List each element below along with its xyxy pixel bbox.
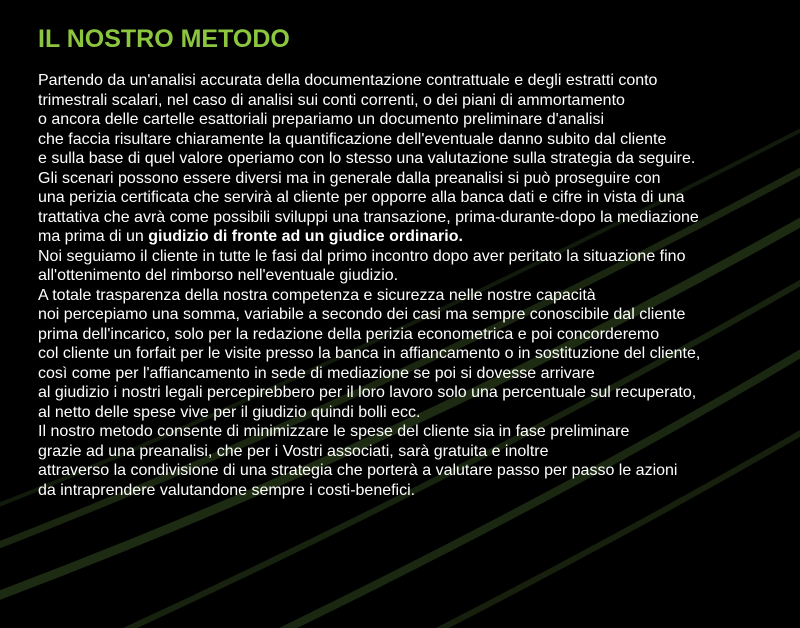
text-line [38, 227, 788, 247]
text-line: Gli scenari possono essere diversi ma in generale dalla preanalisi si può proseguire con [38, 169, 661, 187]
main-content [38, 22, 788, 500]
text-line: al netto delle spese vive per il giudizio quindi bolli ecc. [38, 403, 421, 421]
text-line: da intraprendere valutandone sempre i costi-benefici. [38, 481, 416, 499]
text-line: A totale trasparenza della nostra competenza e sicurezza nelle nostre capacità [38, 286, 596, 304]
text-line: Il nostro metodo consente di minimizzare le spese del cliente sia in fase preliminare [38, 423, 630, 440]
text-line: noi percepiamo una somma, variabile a secondo dei casi ma sempre conoscibile dal cliente [38, 306, 686, 323]
method-description [38, 71, 788, 500]
text-line: e sulla base di quel valore operiamo con lo stesso una valutazione sulla strategia da seguire. [38, 150, 696, 167]
text-line: attraverso la condivisione di una strategia che porterà a valutare passo per passo le azioni [38, 462, 678, 479]
text-line: così come per l'affiancamento in sede di mediazione se poi si dovesse arrivare [38, 364, 595, 382]
text-line-start: ma prima di un [38, 228, 149, 245]
text-line: prima dell'incarico, solo per la redazione della perizia econometrica e poi concorderemo [38, 325, 660, 343]
text-line: Noi seguiamo il cliente in tutte le fasi dal primo incontro dopo aver peritato la situazione fino [38, 247, 686, 265]
text-line: una perizia certificata che servirà al cliente per opporre alla banca dati e cifre in vista di una [38, 189, 685, 206]
text-line: Partendo da un'analisi accurata della documentazione contrattuale e degli estratti conto [38, 72, 658, 89]
text-line: col cliente un forfait per le visite presso la banca in affiancamento o in sostituzione del cliente, [38, 345, 701, 362]
text-line: che faccia risultare chiaramente la quantificazione dell'eventuale danno subito dal cliente [38, 130, 667, 148]
text-line: al giudizio i nostri legali percepirebbero per il loro lavoro solo una percentuale sul recuperato, [38, 384, 697, 401]
text-line: grazie ad una preanalisi, che per i Vostri associati, sarà gratuita e inoltre [38, 442, 549, 460]
bold-emphasis: giudizio di fronte ad un giudice ordinario. [148, 228, 463, 245]
text-line: all'ottenimento del rimborso nell'eventuale giudizio. [38, 267, 399, 284]
page-title: IL NOSTRO METODO [38, 25, 290, 53]
text-line: trimestrali scalari, nel caso di analisi sui conti correnti, o dei piani di ammortamento [38, 91, 625, 109]
text-line: trattativa che avrà come possibili sviluppi una transazione, prima-durante-dopo la mediazione [38, 208, 699, 226]
text-line: o ancora delle cartelle esattoriali prepariamo un documento preliminare d'analisi [38, 111, 605, 128]
